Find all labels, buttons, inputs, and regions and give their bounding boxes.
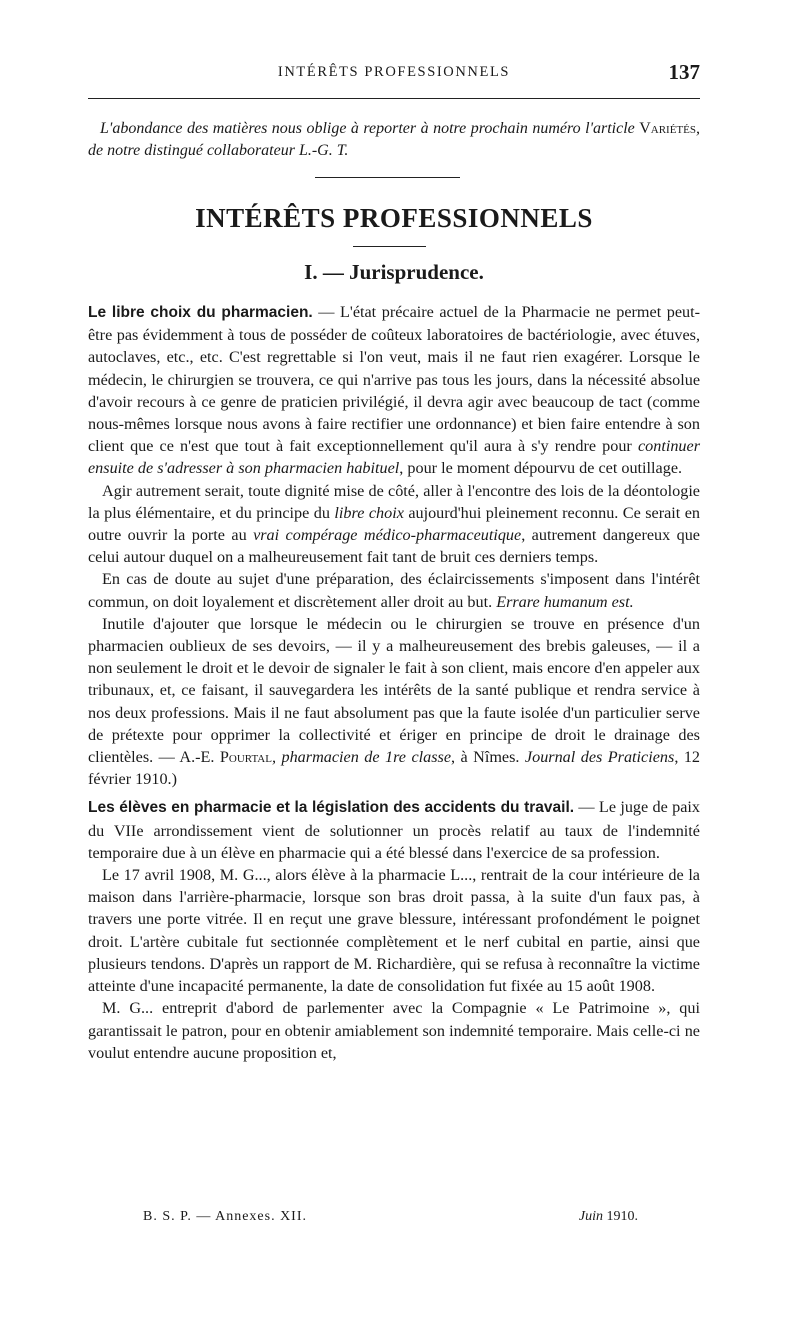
article2-paragraph: Le 17 avril 1908, M. G..., alors élève à la pharmacie L..., rentrait de la cour intérieure de la maison dans l'arrière-pharmacie, lorsque son bras droit passa, à la suite d'un faux pas, à travers une porte vitrée. Il en reçut une grave blessure, intéressant profondément le poignet droit. L'artère cubitale fut sectionnée complètement et le nerf cubital en partie, ainsi que plusieurs tendons. D'après un rapport de M. Richardière, qui se refusa à reconnaître la victime atteinte d'une incapacité permanente, la date de consolidation fut fixée au 15 août 1908. (88, 866, 700, 996)
article1-source: Journal des Praticiens (524, 748, 675, 767)
page-footer (88, 1209, 700, 1229)
note-lead: L'abondance des matières nous oblige à reporter à notre prochain numéro l'article (100, 120, 640, 137)
article1-author: Pourtal (219, 748, 272, 767)
page-number: 137 (668, 60, 700, 84)
article1-text: Inutile d'ajouter que lorsque le médecin ou le chirurgien se trouve en présence d'un pharmacien oublieux de ses devoirs, — il y a malheureusement des brebis galeuses, — il a non seulement le droit et le devoir de signaler le fait à son client, mais encore d'en appeler aux tribunaux, et, ce faisant, il sauvegardera les intérêts de la santé publique et rendra service à nos deux professions. Mais il ne faut absolument pas que la faute isolée d'un particulier serve de prétexte pour opprimer la collectivité et ériger en principe de droit le drainage des clientèles. — A.-E. (88, 614, 700, 767)
running-head (88, 62, 700, 90)
article1-text: aujourd'hui pleinement reconnu. Ce serait en outre ouvrir la porte au (88, 503, 700, 545)
article1-italic: Errare humanum est. (496, 592, 634, 611)
body-text (88, 301, 700, 1064)
article1-italic: libre choix (334, 503, 404, 522)
note-tail: , de notre distingué collaborateur L.-G. T. (88, 120, 700, 159)
article1-paragraph (88, 480, 700, 569)
article1-source-date: , 12 février 1910.) (88, 748, 701, 789)
article1-text: Agir autrement serait, toute dignité mise de côté, aller à l'encontre des lois de la déontologie la plus élémentaire, et du principe du (88, 481, 700, 522)
article1-text: — L'état précaire actuel de la Pharmacie ne permet peut-être pas évidemment à tous de posséder de coûteux laboratoires de bactériologie, avec étuves, autoclaves, etc., etc. C'est regrettable si l'on veut, mais il ne faut rien exagérer. Lorsque le médecin, le chirurgien se trouvera, ce qui n'arrive pas tous les jours, dans la nécessité absolue d'avoir recours à ce genre de praticien privilégié, il devra agir avec beaucoup de tact (comme nous-mêmes lorsque nous avons à faire rectifier une ordonnance) et bien faire entendre à son client que ce n'est que tout à fait exceptionnellement qu'il aura à s'y rendre pour (88, 303, 700, 456)
article1-paragraph (88, 568, 700, 612)
note-divider (315, 177, 460, 178)
editorial-note (88, 118, 700, 162)
section-title: INTÉRÊTS PROFESSIONNELS (195, 203, 593, 233)
article2-paragraph: M. G... entreprit d'abord de parlementer avec la Compagnie « Le Patrimoine », qui garantissait le patron, pour en obtenir amiablement son indemnité temporaire. Mais celle-ci ne voulut entendre aucune proposition et, (88, 999, 700, 1062)
subsection-title: I. — Jurisprudence. (304, 260, 484, 284)
note-article-name: Variétés (639, 120, 696, 137)
article1-text: , à Nîmes. (451, 748, 525, 767)
article1-paragraph (88, 301, 700, 480)
article1-italic: vrai compérage médico-pharmaceutique (253, 526, 522, 545)
article1-text: , pour le moment dépourvu de cet outillage. (399, 459, 683, 478)
footer-signature: B. S. P. — Annexes. XII. (143, 1209, 308, 1224)
section-divider (353, 246, 426, 247)
article1-text: , autrement dangereux que celui autour duquel on a malheureusement fait tant de bruit ces derniers temps. (88, 526, 700, 567)
article2-text: — Le juge de paix du VIIe arrondissement vient de solutionner un procès relatif au taux de l'indemnité temporaire due à un élève en pharmacie qui a été blessé dans l'exercice de sa profession. (88, 798, 701, 862)
article2-title: Les élèves en pharmacie et la législation des accidents du travail. (88, 799, 575, 817)
article1-title: Le libre choix du pharmacien. (88, 304, 313, 321)
article1-italic: continuer ensuite de s'adresser à son pharmacien habituel (88, 437, 700, 478)
footer-year: 1910. (606, 1209, 638, 1224)
footer-date (579, 1209, 638, 1225)
article1-text: En cas de doute au sujet d'une préparation, des éclaircissements s'imposent dans l'intérêt commun, on doit loyalement et discrètement aller droit au but. (88, 570, 700, 611)
footer-month: Juin (578, 1209, 603, 1224)
article1-italic: , pharmacien de 1re classe (271, 748, 451, 767)
article2-paragraph (88, 796, 700, 864)
header-rule (88, 98, 700, 99)
article1-paragraph (88, 613, 700, 791)
running-title: INTÉRÊTS PROFESSIONNELS (277, 64, 511, 80)
